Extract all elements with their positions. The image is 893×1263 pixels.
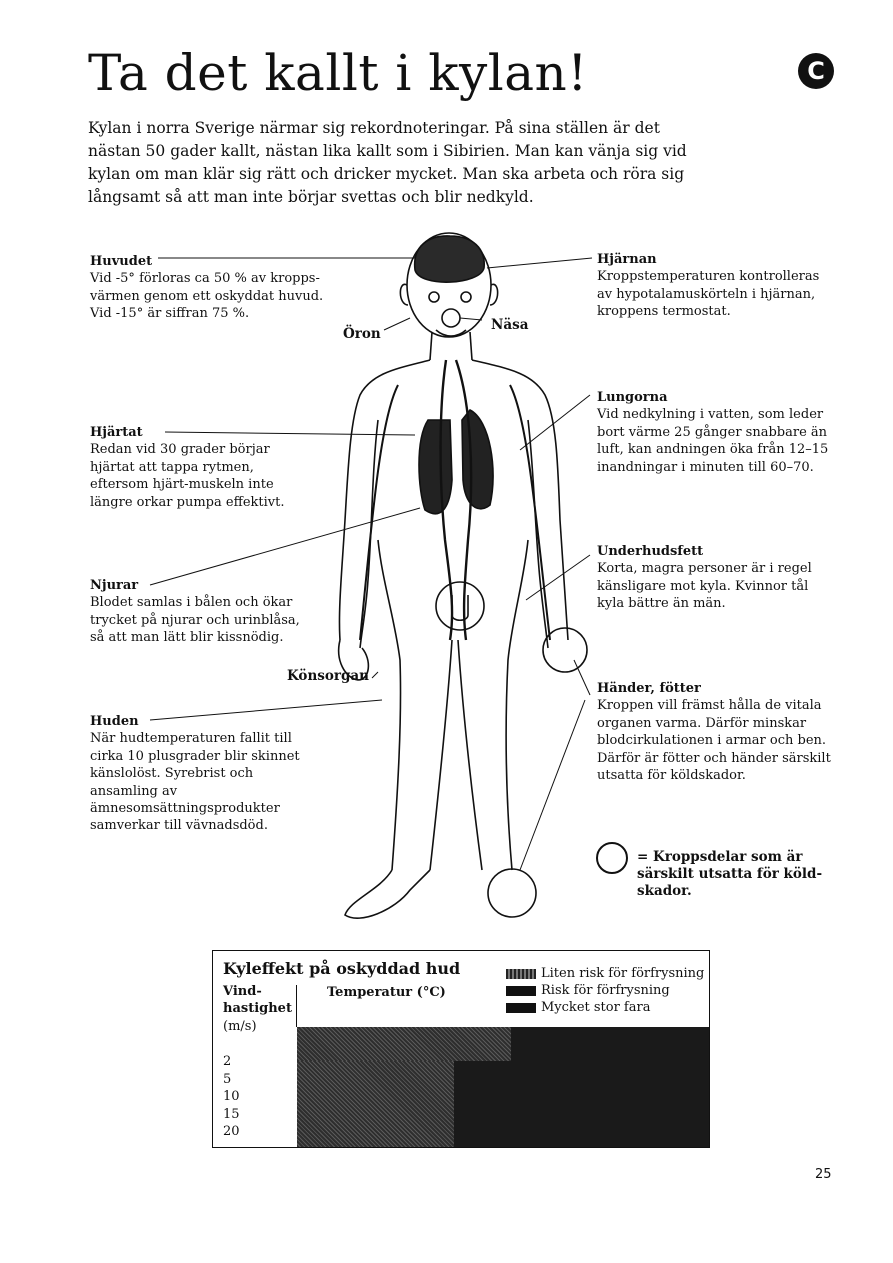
- circle-legend-text: = Kroppsdelar som är särskilt utsatta för köld-skador.: [637, 849, 823, 899]
- label-hander-text: Kroppen vill främst hålla de vitala organen varma. Därför minskar blodcirkulationen i armar och ben. Därför är fötter och händer särskilt utsatta för köldskador.: [597, 698, 831, 784]
- label-lungorna-title: Lungorna: [597, 390, 668, 405]
- label-huden-title: Huden: [90, 714, 139, 729]
- table-wind-unit: (m/s): [223, 1019, 257, 1034]
- label-lungorna-text: Vid nedkylning i vatten, som leder bort värme 25 gånger snabbare än luft, kan andningen öka från 12–15 inandningar i minuten till 60–70.: [597, 407, 829, 475]
- legend-swatch-low-icon: [506, 969, 536, 979]
- label-hjarnan: [597, 251, 827, 321]
- table-legend: [506, 965, 704, 1016]
- label-njurar: [90, 577, 318, 647]
- wind-speed: 2: [223, 1054, 232, 1069]
- wind-chill-table: [212, 950, 710, 1148]
- label-oron: Öron: [343, 326, 381, 342]
- label-underhudsfett: [597, 543, 822, 613]
- wind-speed: 15: [223, 1106, 240, 1122]
- label-njurar-text: Blodet samlas i bålen och ökar trycket på njurar och urinblåsa, så att man lätt blir kissnödig.: [90, 595, 300, 646]
- intro-paragraph: Kylan i norra Sverige närmar sig rekordnoteringar. På sina ställen är det nästan 50 gader kallt, nästan lika kallt som i Sibirien. Man kan vänja sig vid kylan om man klär sig rätt och dricker mycket. Man ska arbeta och röra sig långsamt så att man inte börjar svettas och blir nedkyld.: [88, 119, 687, 206]
- table-data-grid: [297, 1027, 709, 1147]
- table-temp-label: Temperatur (°C): [327, 985, 446, 1000]
- table-legend-item: Mycket stor fara: [506, 999, 704, 1016]
- table-title: Kyleffekt på oskyddad hud: [223, 959, 461, 978]
- label-nasa: Näsa: [491, 317, 529, 333]
- table-legend-item: Liten risk för förfrysning: [506, 965, 704, 982]
- label-underhudsfett-text: Korta, magra personer är i regel känsligare mot kyla. Kvinnor tål kyla bättre än män.: [597, 561, 812, 612]
- table-wind-label: Vind-hastighet: [223, 984, 292, 1016]
- table-legend-item: Risk för förfrysning: [506, 982, 704, 999]
- table-wind-speeds: [223, 1053, 240, 1141]
- label-hjarnan-title: Hjärnan: [597, 252, 657, 267]
- circle-legend-icon: [596, 842, 628, 874]
- wind-speed: 20: [223, 1124, 240, 1139]
- label-huvudet-title: Huvudet: [90, 254, 153, 269]
- table-divider: [296, 985, 297, 1027]
- label-hander-title: Händer, fötter: [597, 681, 701, 696]
- legend-swatch-danger-icon: [506, 1003, 536, 1013]
- label-huvudet-text: Vid -5° förloras ca 50 % av kropps-värmen genom ett oskyddat huvud. Vid -15° är siffran 75 %.: [90, 271, 324, 322]
- label-hjartat-title: Hjärtat: [90, 425, 143, 440]
- label-huden-text: När hudtemperaturen fallit till cirka 10 plusgrader blir skinnet känslolöst. Syrebrist och ansamling av ämnesomsättningsprodukter samverkar till vävnadsdöd.: [90, 731, 300, 834]
- label-konsorgan: Könsorgan: [287, 668, 369, 684]
- label-njurar-title: Njurar: [90, 578, 139, 593]
- label-hander-fotter: [597, 680, 832, 784]
- label-hjartat-text: Redan vid 30 grader börjar hjärtat att tappa rytmen, eftersom hjärt-muskeln inte längre orkar pumpa effektivt.: [90, 442, 285, 510]
- label-hjarnan-text: Kroppstemperaturen kontrolleras av hypotalamuskörteln i hjärnan, kroppens termostat.: [597, 269, 820, 320]
- label-hjartat: [90, 424, 315, 511]
- label-huden: [90, 713, 325, 835]
- label-huvudet: [90, 253, 330, 323]
- c-badge-icon: C: [798, 53, 834, 89]
- legend-swatch-risk-icon: [506, 986, 536, 996]
- page-title: Ta det kallt i kylan!: [88, 44, 588, 102]
- label-lungorna: [597, 389, 829, 476]
- wind-speed: 10: [223, 1089, 240, 1104]
- page-number: 25: [815, 1167, 832, 1182]
- label-underhudsfett-title: Underhudsfett: [597, 544, 704, 559]
- wind-speed: 5: [223, 1071, 232, 1087]
